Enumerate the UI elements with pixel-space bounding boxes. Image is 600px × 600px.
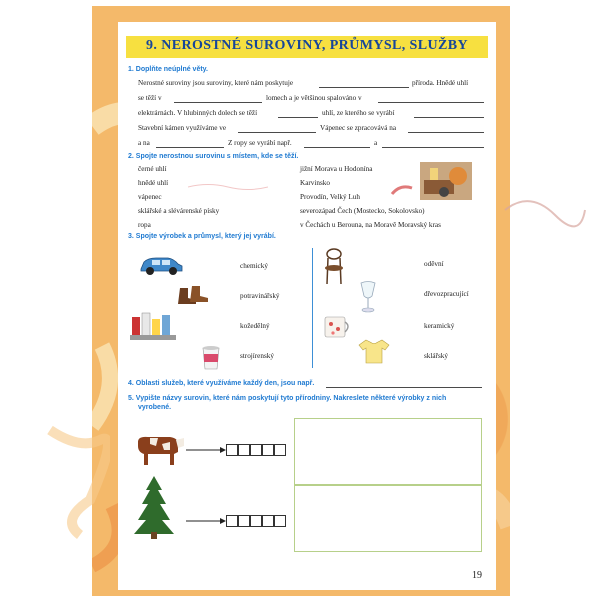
mug-picture[interactable] — [322, 314, 352, 340]
title-band — [126, 36, 488, 58]
page-number: 19 — [472, 570, 482, 581]
task1-line5-text: a na — [138, 139, 150, 147]
task3-industry[interactable]: sklářský — [424, 352, 448, 360]
task2-heading: 2. Spojte nerostnou surovinu s místem, kde se těží. — [128, 153, 299, 160]
arrow-icon — [390, 182, 416, 198]
letter-cell[interactable] — [238, 444, 250, 456]
task3-industry[interactable]: keramický — [424, 322, 455, 330]
page-title: 9. NEROSTNÉ SUROVINY, PRŮMYSL, SLUŽBY — [146, 38, 468, 53]
task3-heading: 3. Spojte výrobek a průmysl, který jej vyrábí. — [128, 233, 276, 240]
task1-line5-text: Z ropy se vyrábí např. — [228, 139, 292, 147]
task1-blank[interactable] — [304, 147, 370, 148]
arrow-icon — [186, 518, 226, 524]
letter-cell[interactable] — [250, 515, 262, 527]
task1-blank[interactable] — [408, 132, 484, 133]
mining-machine-photo — [420, 162, 472, 200]
letter-cell[interactable] — [226, 444, 238, 456]
letter-cell[interactable] — [226, 515, 238, 527]
chair-picture[interactable] — [324, 248, 344, 286]
yogurt-picture[interactable] — [200, 345, 222, 371]
cow-picture[interactable] — [132, 432, 184, 468]
task4-heading: 4. Oblasti služeb, které využíváme každý den, jsou např. — [128, 380, 315, 387]
divider-line — [312, 248, 313, 368]
task1-blank[interactable] — [378, 102, 484, 103]
task1-blank[interactable] — [278, 117, 318, 118]
task1-line5-text: a — [374, 139, 378, 147]
task4-blank[interactable] — [326, 387, 482, 388]
car-picture[interactable] — [138, 254, 184, 276]
task2-left-item[interactable]: černé uhlí — [138, 165, 167, 173]
task1-line1-text: Nerostné suroviny jsou suroviny, které nám poskytuje — [138, 79, 294, 87]
task3-industry[interactable]: chemický — [240, 262, 268, 270]
task1-blank[interactable] — [382, 147, 484, 148]
task2-left-item[interactable]: vápenec — [138, 193, 162, 201]
task3-industry[interactable]: dřevozpracující — [424, 290, 469, 298]
task2-left-item[interactable]: hnědé uhlí — [138, 179, 169, 187]
task2-right-item[interactable]: Provodín, Velký Luh — [300, 193, 360, 201]
connector-squiggle — [188, 182, 268, 192]
task1-line3-text: elektrárnách. V hlubinných dolech se těží — [138, 109, 258, 117]
task1-line3-text: uhlí, ze kterého se vyrábí — [322, 109, 395, 117]
task2-left-item[interactable]: ropa — [138, 221, 151, 229]
task1-blank[interactable] — [414, 117, 484, 118]
task1-line4-text: Vápenec se zpracovává na — [320, 124, 397, 132]
boots-picture[interactable] — [176, 284, 210, 306]
task2-right-item[interactable]: jižní Morava u Hodonína — [300, 165, 373, 173]
wine-glass-picture[interactable] — [358, 280, 378, 314]
task1-blank[interactable] — [174, 102, 262, 103]
task1-line4-text: Stavební kámen využíváme ve — [138, 124, 227, 132]
task1-blank[interactable] — [156, 147, 224, 148]
letter-cell[interactable] — [250, 444, 262, 456]
task3-industry[interactable]: strojírenský — [240, 352, 274, 360]
letter-cell[interactable] — [274, 515, 286, 527]
worksheet-card — [118, 22, 496, 590]
letter-cell[interactable] — [238, 515, 250, 527]
drawing-box[interactable] — [294, 418, 482, 486]
task2-right-item[interactable]: v Čechách u Berouna, na Moravě Moravský kras — [300, 221, 441, 229]
task1-blank[interactable] — [238, 132, 316, 133]
task5-heading: vyrobené. — [138, 404, 172, 411]
task5-heading: 5. Vypište názvy surovin, které nám poskytují tyto přírodniny. Nakreslete některé výrobky z nich — [128, 395, 447, 402]
task1-line2-text: lomech a je většinou spalováno v — [266, 94, 362, 102]
arrow-icon — [186, 447, 226, 453]
spruce-tree-picture[interactable] — [132, 474, 176, 540]
chemicals-picture[interactable] — [130, 307, 178, 341]
letter-cell[interactable] — [274, 444, 286, 456]
task2-left-item[interactable]: sklářské a slévárenské písky — [138, 207, 220, 215]
task1-line2-text: se těží v — [138, 94, 162, 102]
letter-cell[interactable] — [262, 515, 274, 527]
task1-blank[interactable] — [319, 87, 409, 88]
letter-cell[interactable] — [262, 444, 274, 456]
task3-industry[interactable]: kožedělný — [240, 322, 270, 330]
task1-line1-text: příroda. Hnědé uhlí — [412, 79, 469, 87]
task2-right-item[interactable]: Karvinsko — [300, 179, 330, 187]
task3-industry[interactable]: oděvní — [424, 260, 444, 268]
task2-right-item[interactable]: severozápad Čech (Mostecko, Sokolovsko) — [300, 207, 425, 215]
task3-industry[interactable]: potravinářský — [240, 292, 280, 300]
side-decoration — [500, 170, 590, 250]
side-decoration — [40, 420, 110, 540]
drawing-box[interactable] — [294, 484, 482, 552]
tshirt-picture[interactable] — [358, 338, 390, 364]
task1-heading: 1. Doplňte neúplné věty. — [128, 66, 208, 73]
